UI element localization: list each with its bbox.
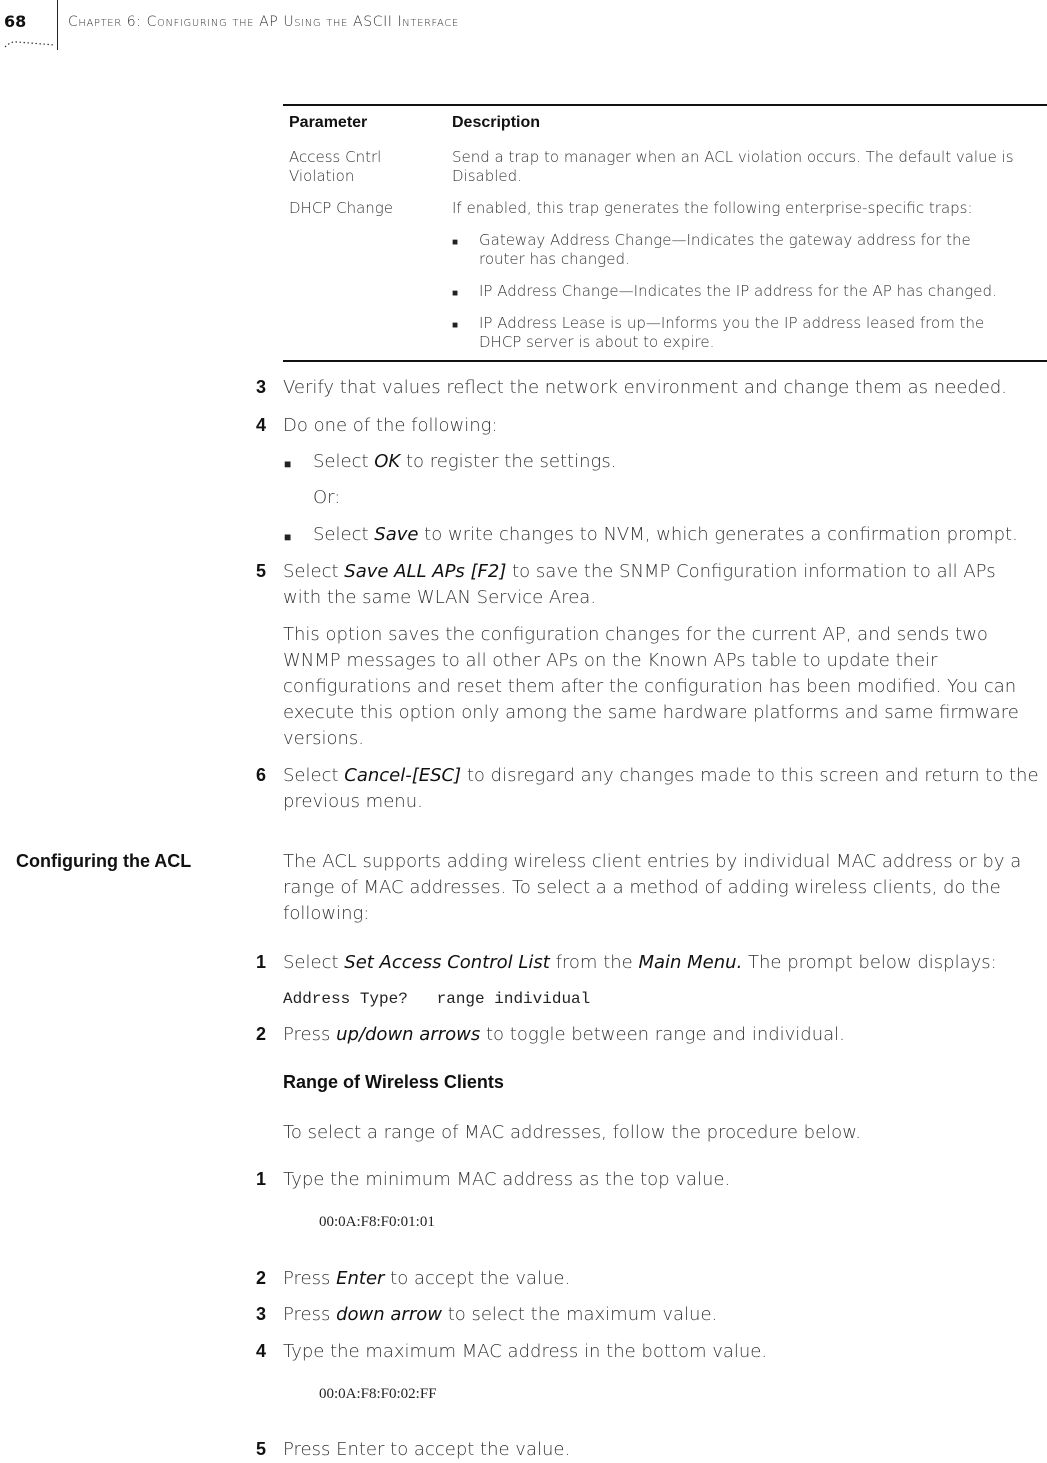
table-header-parameter: Parameter <box>289 114 368 131</box>
step-number: 3 <box>256 377 267 397</box>
step-number: 4 <box>256 415 267 435</box>
bullet-icon: ■ <box>284 457 292 471</box>
option-save: Select Save to write changes to NVM, which generates a confirmation prompt. <box>313 524 1018 545</box>
bullet-icon: ■ <box>452 288 459 299</box>
step-number: 1 <box>256 952 267 972</box>
header-dots-decoration <box>3 40 57 48</box>
section-heading: Configuring the ACL <box>16 851 192 871</box>
step-detail: This option saves the configuration changes for the current AP, and sends two WNMP messages to all other APs on the Known APs table to update their configurations and reset them after the configuration has been modified. You can execute this option only among the same hardware platforms and same firmware versions. <box>283 624 1019 749</box>
max-mac-address: 00:0A:F8:F0:02:FF <box>319 1386 437 1402</box>
table-bullet-text: IP Address Lease is up—Informs you the IP address leased from the DHCP server is about to expire. <box>479 314 985 351</box>
table-bullet-text: Gateway Address Change—Indicates the gateway address for the router has changed. <box>479 231 971 268</box>
step-number: 4 <box>256 1341 267 1361</box>
step-text: Type the maximum MAC address in the bottom value. <box>283 1341 768 1362</box>
bullet-icon: ■ <box>452 320 459 331</box>
step-text: Type the minimum MAC address as the top value. <box>283 1169 731 1190</box>
bullet-icon: ■ <box>452 237 459 248</box>
table-header-description: Description <box>452 114 541 131</box>
step-text: Verify that values reflect the network environment and change them as needed. <box>283 377 1007 398</box>
bullet-icon: ■ <box>284 530 292 544</box>
step-number: 5 <box>256 1439 267 1459</box>
step-text: Select Set Access Control List from the Main Menu. The prompt below displays: <box>283 952 997 973</box>
or-text: Or: <box>313 487 341 508</box>
table-bullet-text: IP Address Change—Indicates the IP address for the AP has changed. <box>479 282 997 300</box>
step-number: 2 <box>256 1024 267 1044</box>
step-text: Press Enter to accept the value. <box>283 1439 571 1460</box>
page-number: 68 <box>4 12 27 31</box>
table-cell-description: Send a trap to manager when an ACL violation occurs. The default value is Disabled. <box>452 148 1014 185</box>
header-rule <box>57 0 58 50</box>
subsection-heading: Range of Wireless Clients <box>283 1072 504 1092</box>
table-cell-description: If enabled, this trap generates the following enterprise-specific traps: <box>452 199 973 217</box>
step-number: 2 <box>256 1268 267 1288</box>
step-number: 5 <box>256 561 267 581</box>
step-text: Select Cancel-[ESC] to disregard any changes made to this screen and return to the previous menu. <box>283 765 1039 812</box>
section-intro: The ACL supports adding wireless client entries by individual MAC address or by a range of MAC addresses. To select a a method of adding wireless clients, do the following: <box>283 851 1022 924</box>
step-text: Press Enter to accept the value. <box>283 1268 571 1289</box>
min-mac-address: 00:0A:F8:F0:01:01 <box>319 1214 435 1230</box>
step-text: Press up/down arrows to toggle between range and individual. <box>283 1024 845 1045</box>
step-text: Do one of the following: <box>283 415 498 436</box>
table-cell-parameter: Access Cntrl Violation <box>289 148 382 185</box>
chapter-title: Chapter 6: Configuring the AP Using the ASCII Interface <box>68 14 459 30</box>
step-number: 1 <box>256 1169 267 1189</box>
table-cell-parameter: DHCP Change <box>289 199 394 217</box>
step-number: 6 <box>256 765 267 785</box>
option-ok: Select OK to register the settings. <box>313 451 617 472</box>
address-type-prompt: Address Type? range individual <box>283 990 591 1008</box>
subsection-intro: To select a range of MAC addresses, follow the procedure below. <box>283 1122 861 1143</box>
step-text: Press down arrow to select the maximum value. <box>283 1304 718 1325</box>
parameter-table <box>283 104 1047 362</box>
step-text: Select Save ALL APs [F2] to save the SNMP Configuration information to all APs with the same WLAN Service Area. <box>283 561 996 608</box>
step-number: 3 <box>256 1304 267 1324</box>
